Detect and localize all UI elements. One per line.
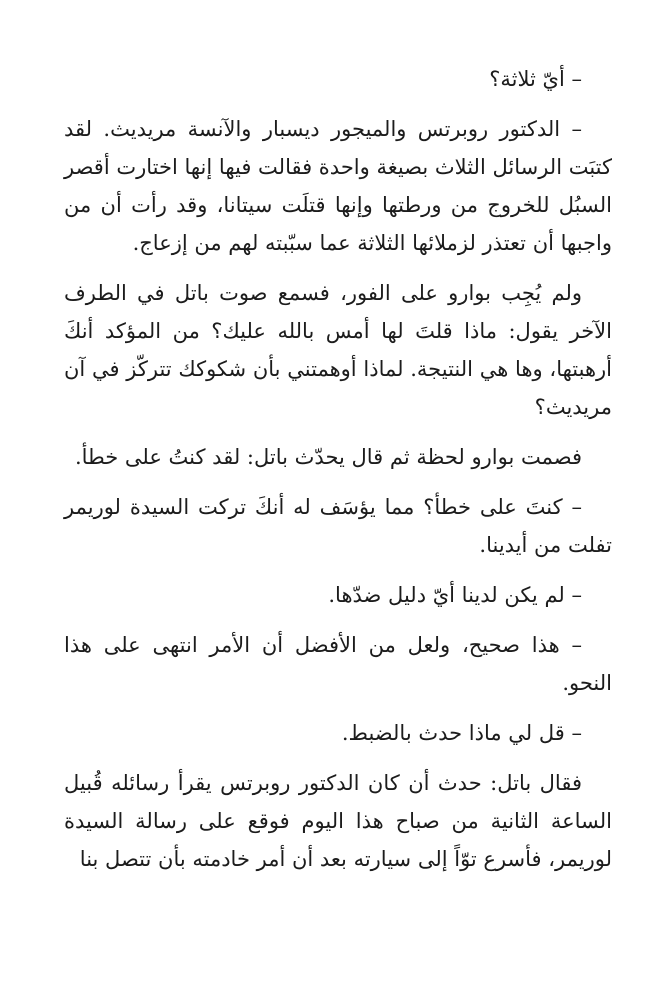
dialogue-thats-true: – هذا صحيح، ولعل من الأفضل أن الأمر انتهى على هذا النحو. [64, 633, 612, 695]
dialogue-tell-me: – قل لي ماذا حدث بالضبط. [341, 721, 582, 745]
paragraph-battle-explains: فقال باتل: حدث أن كان الدكتور روبرتس يقرأ رسائله قُبيل الساعة الثانية من صباح هذا اليوم فوقع على رسالة السيدة لوريمر، فأسرع توّاً إلى سيارته بعد أن أمر خادمته بأن تتصل بنا [64, 771, 612, 871]
dialogue-no-evidence: – لم يكن لدينا أيّ دليل ضدّها. [328, 583, 582, 607]
paragraph-three-letters: – الدكتور روبرتس والميجور ديسبار والآنسة مريديث. لقد كتبَت الرسائل الثلاث بصيغة واحدة فقالت فيها إنها اختارت أقصر السبُل للخروج من ورطتها وإنها قتلَت سيتانا، وقد رأت أن من واجبها أن تعتذر لزملائها الثلاثة عما سبّبته لهم من إزعاج. [64, 117, 612, 255]
dialogue-which-three: – أيّ ثلاثة؟ [489, 67, 582, 91]
dialogue-you-were-wrong: – كنتَ على خطأ؟ مما يؤسَف له أنكَ تركت السيدة لوريمر تفلت من أيدينا. [64, 495, 612, 557]
paragraph-battle-phone: ولم يُجِب بوارو على الفور، فسمع صوت باتل في الطرف الآخر يقول: ماذا قلتَ لها أمس بالله عليك؟ من المؤكد أنكَ أرهبتها، وها هي النتيجة. لماذا أوهمتني بأن شكوكك تتركّز في آن مريديث؟ [64, 281, 612, 419]
book-page-text [64, 60, 612, 890]
paragraph-poirot-wrong: فصمت بوارو لحظة ثم قال يحدّث باتل: لقد كنتُ على خطأ. [74, 445, 582, 469]
